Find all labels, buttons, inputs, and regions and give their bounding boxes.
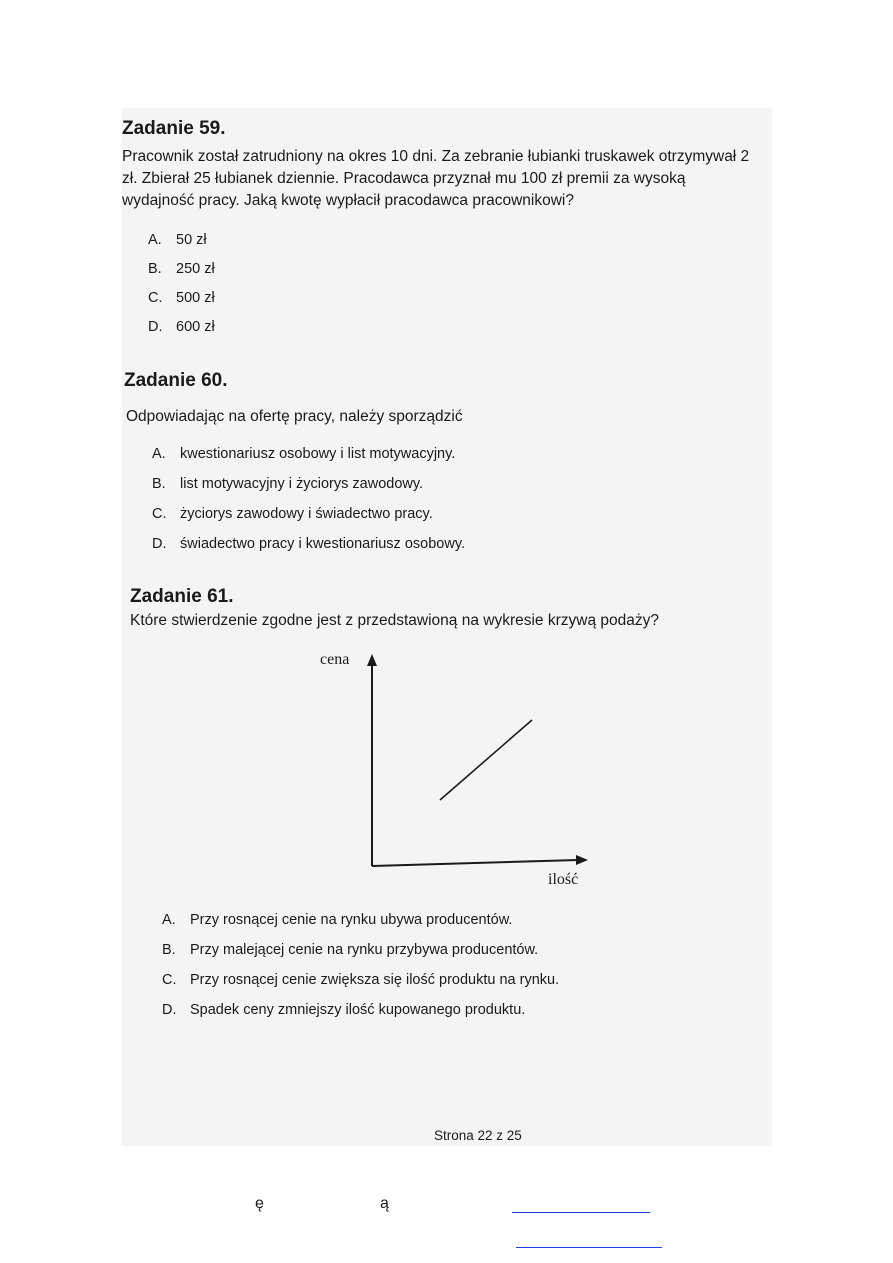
option-letter: D. bbox=[148, 319, 163, 335]
option-text: życiorys zawodowy i świadectwo pracy. bbox=[180, 506, 433, 522]
option-text: kwestionariusz osobowy i list motywacyjny. bbox=[180, 446, 456, 462]
x-axis-label: ilość bbox=[548, 871, 579, 888]
option-text: 250 zł bbox=[176, 261, 215, 277]
option-letter: D. bbox=[162, 1002, 177, 1018]
option-text: Przy rosnącej cenie zwiększa się ilość produktu na rynku. bbox=[190, 972, 560, 988]
task-59-option-b bbox=[148, 261, 215, 277]
option-letter: C. bbox=[152, 506, 167, 522]
task-61-option-d bbox=[162, 1002, 525, 1018]
task-60-option-b bbox=[152, 476, 423, 492]
option-text: Przy malejącej cenie na rynku przybywa producentów. bbox=[190, 942, 539, 958]
option-letter: A. bbox=[162, 912, 176, 928]
task-60-option-a bbox=[152, 446, 455, 462]
option-text: list motywacyjny i życiorys zawodowy. bbox=[180, 476, 424, 492]
stray-character: ę bbox=[255, 1195, 264, 1212]
hyperlink-underline[interactable] bbox=[516, 1247, 662, 1248]
option-text: Spadek ceny zmniejszy ilość kupowanego produktu. bbox=[190, 1002, 526, 1018]
task-59-option-a bbox=[148, 232, 207, 248]
option-text: Przy rosnącej cenie na rynku ubywa producentów. bbox=[190, 912, 513, 928]
task-61-option-a bbox=[162, 912, 512, 928]
option-letter: D. bbox=[152, 536, 167, 552]
stray-character: ą bbox=[380, 1195, 389, 1212]
option-letter: A. bbox=[152, 446, 166, 462]
option-letter: C. bbox=[148, 290, 163, 306]
task-60-option-d bbox=[152, 536, 465, 552]
supply-curve-line bbox=[440, 720, 532, 800]
option-letter: C. bbox=[162, 972, 177, 988]
option-letter: A. bbox=[148, 232, 162, 248]
option-text: świadectwo pracy i kwestionariusz osobowy. bbox=[180, 536, 466, 552]
y-axis-label: cena bbox=[320, 651, 350, 668]
option-text: 50 zł bbox=[176, 232, 207, 248]
task-59-option-d bbox=[148, 319, 215, 335]
x-axis-arrow bbox=[576, 855, 588, 865]
task-61-title: Zadanie 61. bbox=[130, 586, 234, 607]
task-60-option-c bbox=[152, 506, 433, 522]
task-61-question: Które stwierdzenie zgodne jest z przedstawioną na wykresie krzywą podaży? bbox=[130, 612, 659, 629]
task-60-question: Odpowiadając na ofertę pracy, należy sporządzić bbox=[126, 408, 463, 425]
task-59-title: Zadanie 59. bbox=[122, 118, 226, 139]
task-59-option-c bbox=[148, 290, 215, 306]
task-59-question: Pracownik został zatrudniony na okres 10 dni. Za zebranie łubianki truskawek otrzymywał 2 zł. Zbierał 25 łubianek dziennie. Pracodawca przyznał mu 100 zł premii za wysoką wydajność pracy. Jaką kwotę wypłacił pracodawca pracownikowi? bbox=[122, 148, 750, 209]
x-axis bbox=[372, 860, 578, 866]
supply-curve-chart bbox=[300, 640, 600, 890]
option-letter: B. bbox=[152, 476, 166, 492]
option-text: 600 zł bbox=[176, 319, 215, 335]
hyperlink-underline[interactable] bbox=[512, 1212, 650, 1213]
task-61-option-b bbox=[162, 942, 538, 958]
option-letter: B. bbox=[148, 261, 162, 277]
y-axis-arrow bbox=[367, 654, 377, 666]
option-letter: B. bbox=[162, 942, 176, 958]
option-text: 500 zł bbox=[176, 290, 215, 306]
page-number: Strona 22 z 25 bbox=[434, 1128, 522, 1143]
task-60-title: Zadanie 60. bbox=[124, 370, 228, 391]
task-61-option-c bbox=[162, 972, 559, 988]
